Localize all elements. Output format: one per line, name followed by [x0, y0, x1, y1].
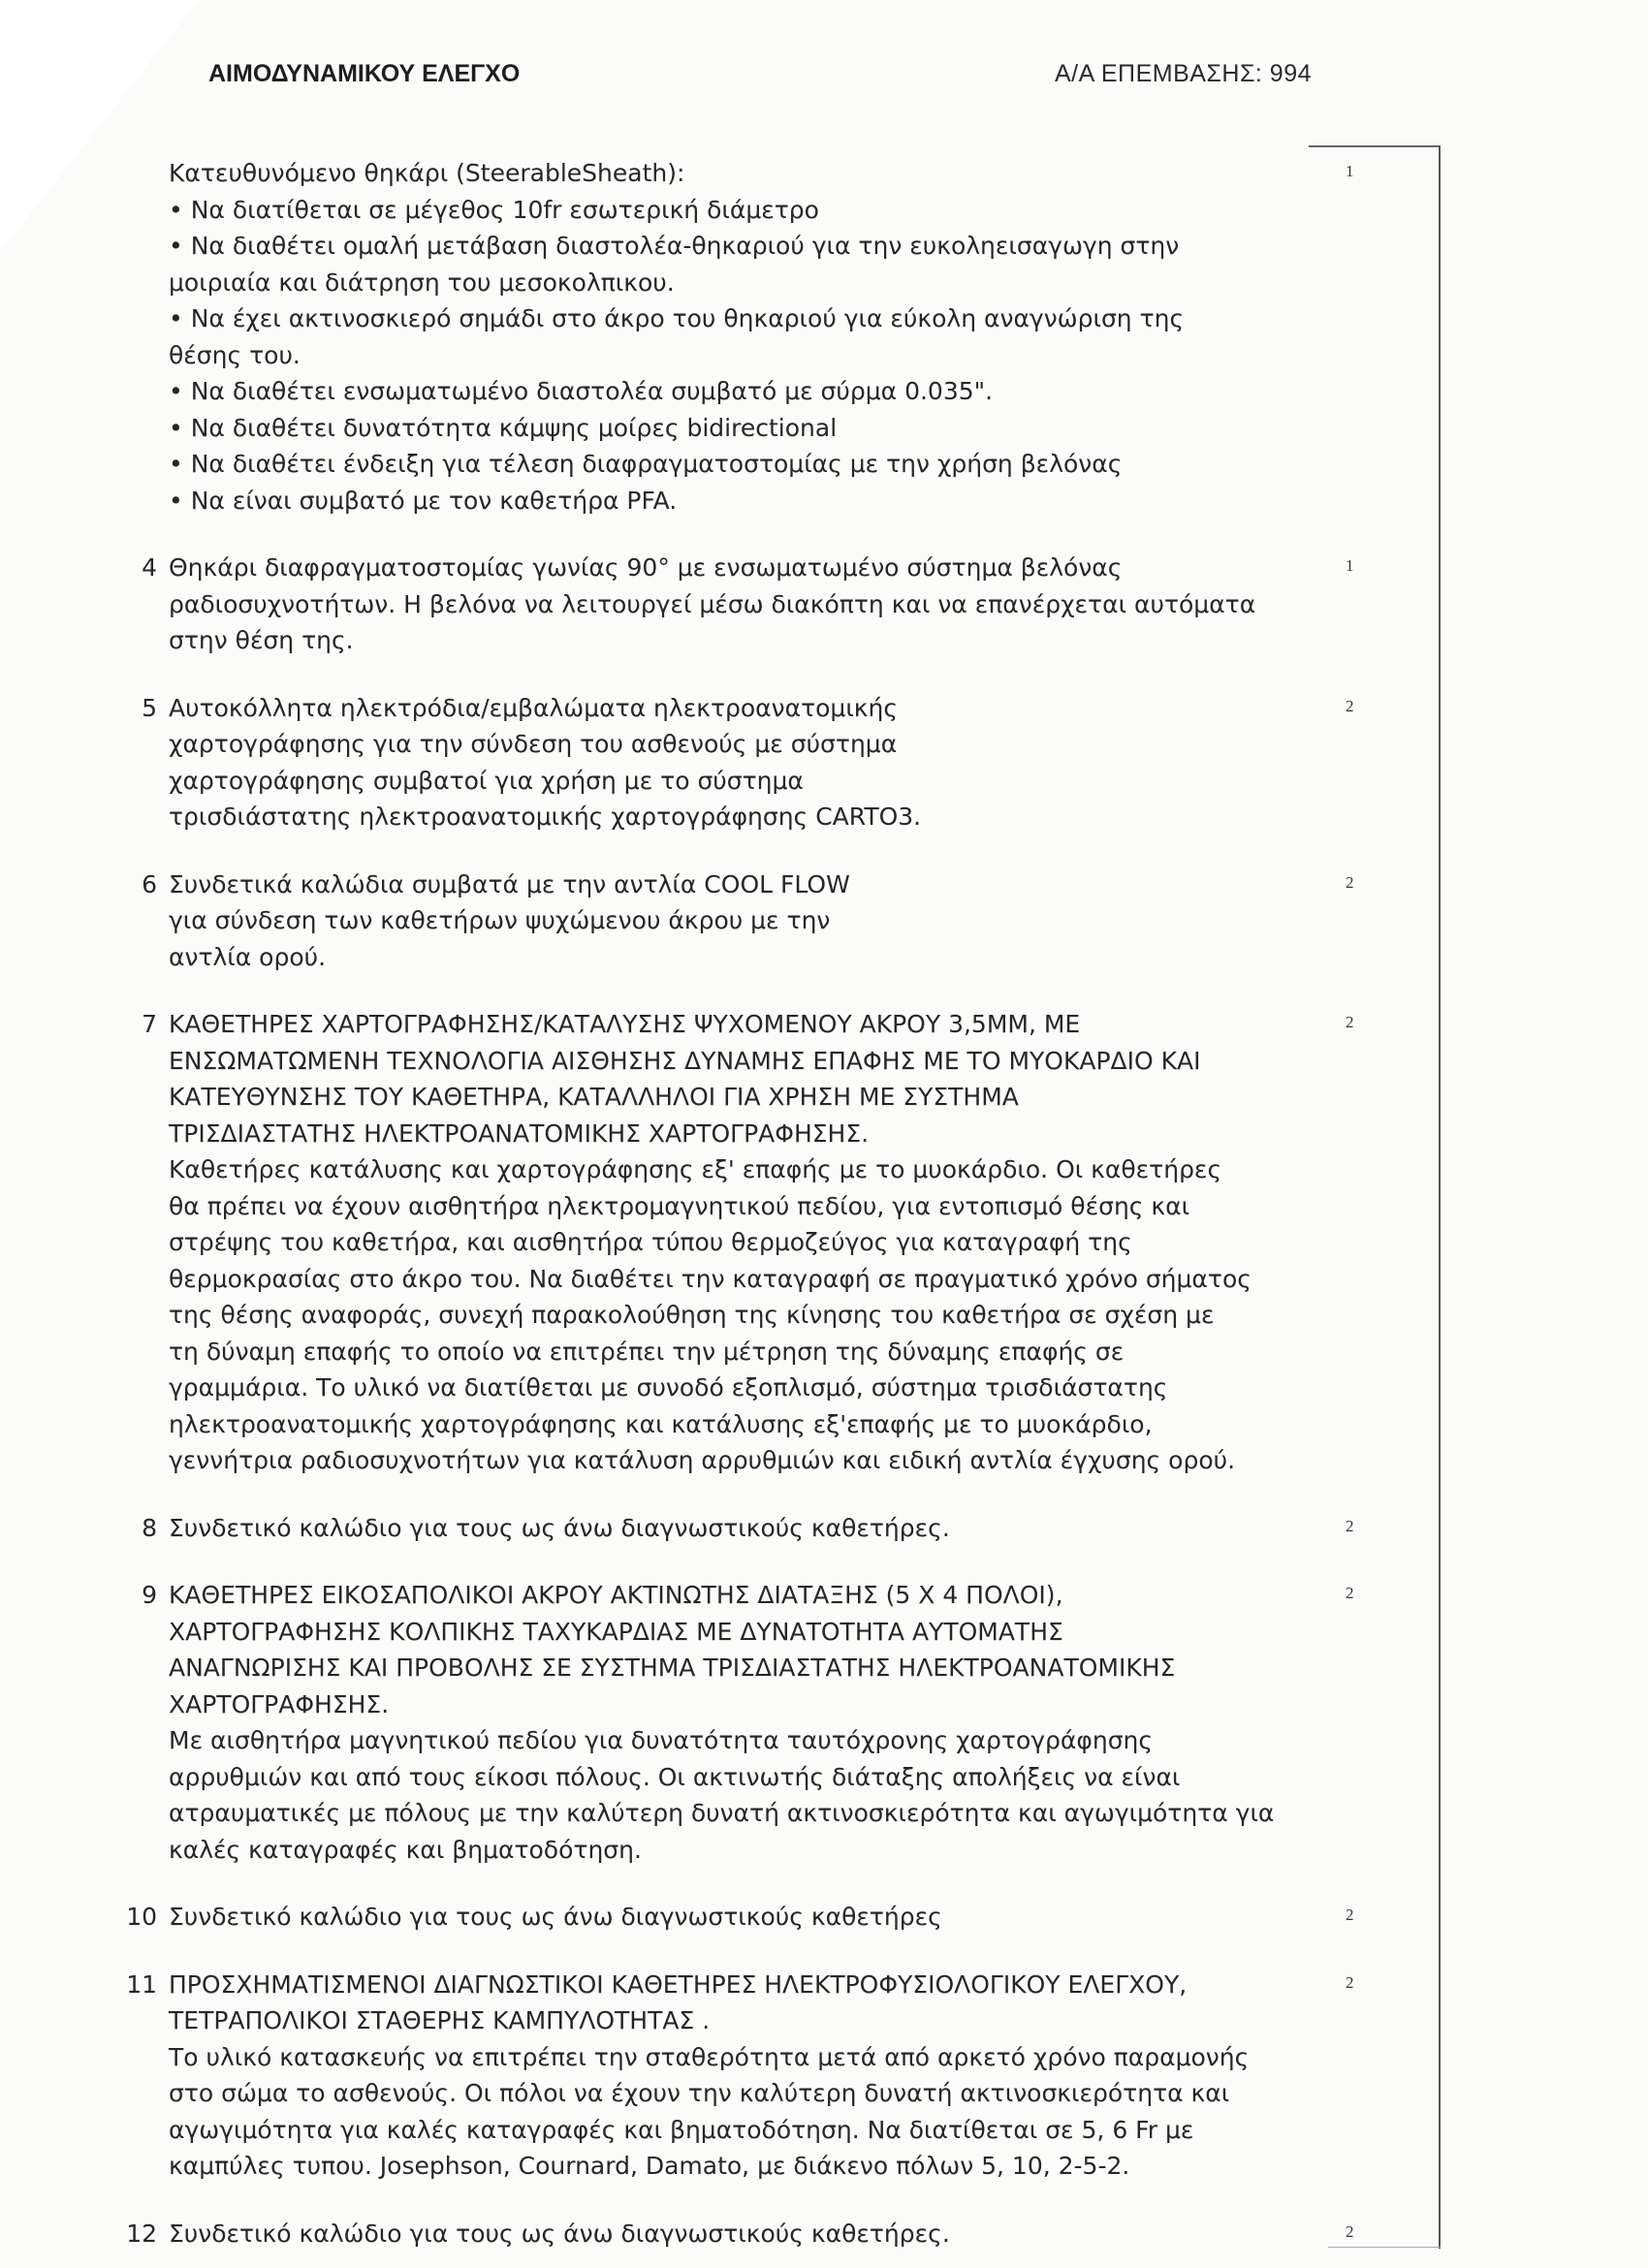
spec-item: [114, 1006, 1354, 1479]
item-quantity: 2: [1346, 1584, 1354, 1602]
description-line: Συνδετικό καλώδιο για τους ως άνω διαγνωστικούς καθετήρες: [169, 1903, 942, 1931]
description-line: γεννήτρια ραδιοσυχνοτήτων για κατάλυση αρρυθμιών και ειδική αντλία έγχυσης ορού.: [169, 1446, 1236, 1474]
item-number: 8: [142, 1513, 157, 1542]
item-number: 4: [142, 553, 157, 582]
item-quantity: 2: [1346, 1972, 1354, 1992]
spec-item: [114, 1899, 1354, 1936]
description-line: στην θέση της.: [169, 626, 354, 654]
item-description: [169, 1006, 1346, 1479]
spec-item: [114, 1577, 1354, 1868]
item-quantity: 2: [1346, 1013, 1354, 1031]
item-gap: [114, 835, 1346, 866]
description-line: ΤΕΤΡΑΠΟΛΙΚΟΙ ΣΤΑΘΕΡΗΣ ΚΑΜΠΥΛΟΤΗΤΑΣ .: [169, 2006, 711, 2034]
description-line: • Να διαθέτει ενσωματωμένο διαστολέα συμβατό με σύρμα 0.035".: [169, 377, 994, 405]
description-line: Συνδετικό καλώδιο για τους ως άνω διαγνωστικούς καθετήρες.: [169, 2219, 950, 2248]
description-line: • Να διαθέτει ένδειξη για τέλεση διαφραγματοστομίας με την χρήση βελόνας: [169, 450, 1123, 478]
description-line: ΧΑΡΤΟΓΡΑΦΗΣΗΣ ΚΟΛΠΙΚΗΣ ΤΑΧΥΚΑΡΔΙΑΣ ΜΕ ΔΥΝΑΤΟΤΗΤΑ ΑΥΤΟΜΑΤΗΣ: [169, 1617, 1063, 1646]
description-line: Αυτοκόλλητα ηλεκτρόδια/εμβαλώματα ηλεκτροανατομικής: [169, 693, 899, 722]
description-line: Καθετήρες κατάλυσης και χαρτογράφησης εξ' επαφής με το μυοκάρδιο. Οι καθετήρες: [169, 1155, 1222, 1183]
description-line: ΧΑΡΤΟΓΡΑΦΗΣΗΣ.: [169, 1689, 390, 1718]
item-description: [169, 690, 1346, 835]
frame-line-top: [1309, 145, 1441, 147]
item-quantity: 2: [1346, 1906, 1354, 1924]
item-number: 5: [142, 693, 157, 722]
item-number: 7: [142, 1010, 157, 1038]
description-line: Κατευθυνόμενο θηκάρι (SteerableSheath):: [169, 159, 685, 187]
description-line: ΚΑΤΕΥΘΥΝΣΗΣ ΤΟΥ ΚΑΘΕΤΗΡΑ, ΚΑΤΑΛΛΗΛΟΙ ΓΙΑ ΧΡΗΣΗ ΜΕ ΣΥΣΤΗΜΑ: [169, 1083, 1019, 1111]
item-number: 11: [126, 1969, 157, 1999]
spec-item: [114, 550, 1354, 659]
item-gap: [114, 1936, 1346, 1967]
description-line: • Να διαθέτει δυνατότητα κάμψης μοίρες bidirectional: [169, 413, 838, 442]
description-line: • Να διατίθεται σε μέγεθος 10fr εσωτερική διάμετρο: [169, 195, 819, 224]
item-quantity: 1: [1346, 556, 1354, 575]
description-line: αρρυθμιών και από τους είκοσι πόλους. Οι ακτινωτής διάταξης απολήξεις να είναι: [169, 1762, 1181, 1791]
item-gap: [114, 1546, 1346, 1577]
description-line: ραδιοσυχνοτήτων. Η βελόνα να λειτουργεί μέσω διακόπτη και να επανέρχεται αυτόματα: [169, 589, 1256, 618]
item-gap: [114, 519, 1346, 550]
description-line: Το υλικό κατασκευής να επιτρέπει την σταθερότητα μετά από αρκετό χρόνο παραμονής: [169, 2042, 1250, 2071]
item-number: 10: [126, 1903, 157, 1931]
spec-item: [114, 1510, 1354, 1547]
item-description: [169, 1577, 1346, 1868]
description-line: τρισδιάστατης ηλεκτροανατομικής χαρτογράφησης CARTO3.: [169, 803, 922, 831]
description-line: γραμμάρια. Το υλικό να διατίθεται με συνοδό εξοπλισμό, σύστημα τρισδιάστατης: [169, 1373, 1168, 1402]
description-line: θερμοκρασίας στο άκρο του. Να διαθέτει την καταγραφή σε πραγματικό χρόνο σήματος: [169, 1264, 1252, 1293]
description-line: καλές καταγραφές και βηματοδότηση.: [169, 1835, 642, 1864]
description-line: ΤΡΙΣΔΙΑΣΤΑΤΗΣ ΗΛΕΚΤΡΟΑΝΑΤΟΜΙΚΗΣ ΧΑΡΤΟΓΡΑΦΗΣΗΣ.: [169, 1118, 870, 1148]
description-line: αντλία ορού.: [169, 942, 327, 971]
item-gap: [114, 1479, 1346, 1510]
description-line: στο σώμα το ασθενούς. Οι πόλοι να έχουν την καλύτερη δυνατή ακτινοσκιερότητα και: [169, 2079, 1230, 2107]
item-description: [169, 866, 1346, 976]
description-line: της θέσης αναφοράς, συνεχή παρακολούθηση της κίνησης του καθετήρα σε σχέση με: [169, 1301, 1215, 1329]
item-quantity: 1: [1346, 162, 1354, 180]
description-line: αγωγιμότητα για καλές καταγραφές και βηματοδότηση. Να διατίθεται σε 5, 6 Fr με: [169, 2115, 1194, 2144]
spec-item: [114, 866, 1354, 976]
description-line: • Να έχει ακτινοσκιερό σημάδι στο άκρο του θηκαριού για εύκολη αναγνώριση της: [169, 304, 1185, 332]
spec-item: [114, 1967, 1354, 2185]
description-line: ΠΡΟΣΧΗΜΑΤΙΣΜΕΝΟΙ ΔΙΑΓΝΩΣΤΙΚΟΙ ΚΑΘΕΤΗΡΕΣ ΗΛΕΚΤΡΟΦΥΣΙΟΛΟΓΙΚΟΥ ΕΛΕΓΧΟΥ,: [169, 1969, 1188, 1999]
item-quantity: 2: [1346, 696, 1354, 715]
item-number: 9: [142, 1581, 157, 1609]
item-gap: [114, 2185, 1346, 2216]
specification-list: [114, 155, 1354, 2252]
description-line: τη δύναμη επαφής το οποίο να επιτρέπει την μέτρηση της δύναμης επαφής σε: [169, 1337, 1125, 1366]
item-gap: [114, 975, 1346, 1006]
description-line: • Να διαθέτει ομαλή μετάβαση διαστολέα-θηκαριού για την ευκοληεισαγωγη στην: [169, 232, 1180, 260]
description-line: ΑΝΑΓΝΩΡΙΣΗΣ ΚΑΙ ΠΡΟΒΟΛΗΣ ΣΕ ΣΥΣΤΗΜΑ ΤΡΙΣΔΙΑΣΤΑΤΗΣ ΗΛΕΚΤΡΟΑΝΑΤΟΜΙΚΗΣ: [169, 1654, 1176, 1682]
item-description: [169, 1899, 1346, 1936]
description-line: Συνδετικό καλώδιο για τους ως άνω διαγνωστικούς καθετήρες.: [169, 1513, 950, 1542]
header-title: ΑΙΜΟΔΥΝΑΜΙΚΟΥ ΕΛΕΓΧΟ: [208, 60, 521, 87]
description-line: ΕΝΣΩΜΑΤΩΜΕΝΗ ΤΕΧΝΟΛΟΓΙΑ ΑΙΣΘΗΣΗΣ ΔΥΝΑΜΗΣ ΕΠΑΦΗΣ ΜΕ ΤΟ ΜΥΟΚΑΡΔΙΟ ΚΑΙ: [169, 1046, 1201, 1075]
item-description: [169, 1967, 1346, 2185]
description-line: Θηκάρι διαφραγματοστομίας γωνίας 90° με ενσωματωμένο σύστημα βελόνας: [169, 553, 1123, 582]
description-line: μοιριαία και διάτρηση του μεσοκολπικου.: [169, 268, 675, 297]
item-description: [169, 2216, 1346, 2252]
item-description: [169, 155, 1346, 519]
description-line: Συνδετικά καλώδια συμβατά με την αντλία COOL FLOW: [169, 869, 850, 898]
description-line: θέσης του.: [169, 340, 301, 369]
item-description: [169, 1510, 1346, 1547]
description-line: • Να είναι συμβατό με τον καθετήρα PFA.: [169, 486, 678, 515]
item-description: [169, 550, 1346, 659]
description-line: θα πρέπει να έχουν αισθητήρα ηλεκτρομαγνητικού πεδίου, για εντοπισμό θέσης και: [169, 1191, 1190, 1220]
description-line: καμπύλες τυπου. Josephson, Cournard, Damato, με διάκενο πόλων 5, 10, 2-5-2.: [169, 2152, 1130, 2180]
item-gap: [114, 1868, 1346, 1899]
item-quantity: 2: [1346, 2221, 1354, 2241]
description-line: ΚΑΘΕΤΗΡΕΣ ΧΑΡΤΟΓΡΑΦΗΣΗΣ/ΚΑΤΑΛΥΣΗΣ ΨΥΧΟΜΕΝΟΥ ΑΚΡΟΥ 3,5ΜΜ, ΜΕ: [169, 1010, 1081, 1038]
description-line: Με αισθητήρα μαγνητικού πεδίου για δυνατότητα ταυτόχρονης χαρτογράφησης: [169, 1726, 1154, 1754]
description-line: στρέψης του καθετήρα, και αισθητήρα τύπου θερμοζεύγος για καταγραφή της: [169, 1228, 1132, 1256]
description-line: για σύνδεση των καθετήρων ψυχώμενου άκρου με την: [169, 906, 831, 934]
description-line: χαρτογράφησης για την σύνδεση του ασθενούς με σύστημα: [169, 730, 898, 758]
spec-item: [114, 2216, 1354, 2252]
frame-line-right: [1439, 145, 1441, 2249]
item-quantity: 2: [1346, 872, 1354, 892]
item-number: 12: [126, 2219, 157, 2248]
header-operation-number: Α/Α ΕΠΕΜΒΑΣΗΣ: 994: [1055, 60, 1313, 87]
item-gap: [114, 659, 1346, 690]
description-line: ηλεκτροανατομικής χαρτογράφησης και κατάλυσης εξ'επαφής με το μυοκάρδιο,: [169, 1409, 1153, 1438]
spec-item: [114, 155, 1354, 519]
description-line: χαρτογράφησης συμβατοί για χρήση με το σύστημα: [169, 766, 804, 795]
item-number: 6: [142, 869, 157, 898]
item-quantity: 2: [1346, 1516, 1354, 1535]
description-line: ΚΑΘΕΤΗΡΕΣ ΕΙΚΟΣΑΠΟΛΙΚΟΙ ΑΚΡΟΥ ΑΚΤΙΝΩΤΗΣ ΔΙΑΤΑΞΗΣ (5 Χ 4 ΠΟΛΟΙ),: [169, 1581, 1063, 1609]
spec-item: [114, 690, 1354, 835]
description-line: ατραυματικές με πόλους με την καλύτερη δυνατή ακτινοσκιερότητα και αγωγιμότητα για: [169, 1799, 1275, 1827]
